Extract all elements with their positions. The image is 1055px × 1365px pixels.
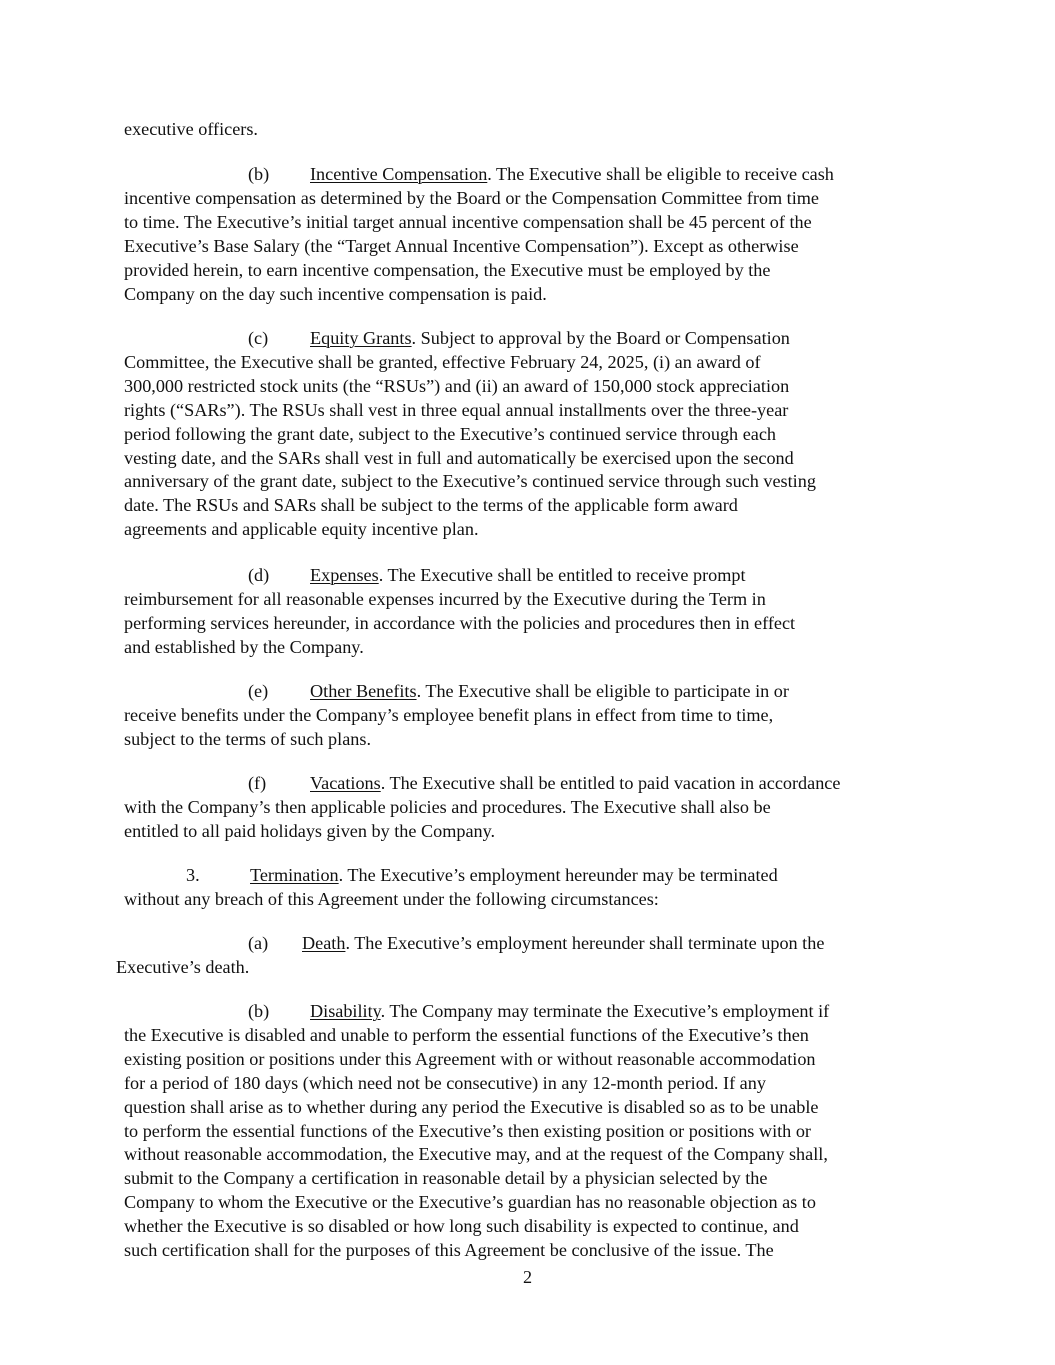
section-heading: Disability <box>310 1001 381 1021</box>
first-line-text: . The Executive’s employment hereunder may be terminated <box>338 865 778 885</box>
opening-line <box>124 118 924 142</box>
paragraph-line: Executive’s death. <box>116 956 250 977</box>
section-3-termination <box>124 864 924 912</box>
paragraph-line: performing services hereunder, in accordance with the policies and procedures then in effect <box>124 612 796 633</box>
paragraph-line: 300,000 restricted stock units (the “RSUs”) and (ii) an award of 150,000 stock appreciation <box>124 375 790 396</box>
paragraph-first-line <box>124 163 924 187</box>
section-label: (b) <box>248 1001 270 1021</box>
paragraph-line: question shall arise as to whether during any period the Executive is disabled so as to be unable <box>124 1096 819 1117</box>
paragraph-first-line <box>124 864 924 888</box>
section-heading: Vacations <box>310 773 381 793</box>
first-line-text: . Subject to approval by the Board or Compensation <box>411 328 790 348</box>
paragraph-first-line <box>124 1000 924 1024</box>
paragraph-first-line <box>124 680 924 704</box>
paragraph-line: to time. The Executive’s initial target annual incentive compensation shall be 45 percent of the <box>124 211 812 232</box>
paragraph-line: period following the grant date, subject to the Executive’s continued service through each <box>124 423 777 444</box>
paragraph-first-line <box>124 932 924 956</box>
section-heading: Expenses <box>310 565 379 585</box>
paragraph-line: provided herein, to earn incentive compensation, the Executive must be employed by the <box>124 259 771 280</box>
section-heading: Termination <box>250 865 339 885</box>
paragraph-line: submit to the Company a certification in reasonable detail by a physician selected by the <box>124 1168 768 1189</box>
paragraph-first-line <box>124 327 924 351</box>
section-label: (f) <box>248 773 267 793</box>
paragraph-line: Committee, the Executive shall be granted, effective February 24, 2025, (i) an award of <box>124 351 761 372</box>
section-3a-death <box>116 932 924 980</box>
paragraph-line: Executive’s Base Salary (the “Target Annual Incentive Compensation”). Except as otherwise <box>124 235 799 256</box>
section-label: (b) <box>248 164 270 184</box>
paragraph-line: to perform the essential functions of the Executive’s then existing position or positions with or <box>124 1120 811 1141</box>
first-line-text: . The Company may terminate the Executive’s employment if <box>380 1001 830 1021</box>
paragraph-line: Company on the day such incentive compensation is paid. <box>124 283 547 304</box>
section-2b-incentive-compensation <box>124 163 924 306</box>
section-heading: Equity Grants <box>310 328 412 348</box>
first-line-text: . The Executive’s employment hereunder shall terminate upon the <box>345 933 825 953</box>
section-heading: Other Benefits <box>310 681 417 701</box>
paragraph-line: whether the Executive is so disabled or how long such disability is expected to continue, and <box>124 1216 799 1237</box>
section-heading: Incentive Compensation <box>310 164 488 184</box>
section-heading: Death <box>302 933 346 953</box>
paragraph-line: anniversary of the grant date, subject to the Executive’s continued service through such vesting <box>124 471 816 492</box>
section-2c-equity-grants <box>124 327 924 542</box>
first-line-text: . The Executive shall be eligible to receive cash <box>487 164 834 184</box>
paragraph-first-line <box>124 772 924 796</box>
page-number: 2 <box>522 1267 533 1287</box>
paragraph-line: existing position or positions under this Agreement with or without reasonable accommodation <box>124 1048 816 1069</box>
paragraph-line: entitled to all paid holidays given by the Company. <box>124 820 496 841</box>
paragraph-line: without any breach of this Agreement under the following circumstances: <box>124 888 659 909</box>
paragraph-line: for a period of 180 days (which need not be consecutive) in any 12-month period. If any <box>124 1072 766 1093</box>
section-label: (a) <box>248 933 269 953</box>
paragraph-line: and established by the Company. <box>124 636 364 657</box>
paragraph-line: with the Company’s then applicable policies and procedures. The Executive shall also be <box>124 796 771 817</box>
section-3b-disability <box>124 1000 924 1263</box>
section-label: (e) <box>248 681 269 701</box>
paragraph-line: Company to whom the Executive or the Executive’s guardian has no reasonable objection as to <box>124 1192 816 1213</box>
paragraph-line: date. The RSUs and SARs shall be subject to the terms of the applicable form award <box>124 495 738 516</box>
first-line-text: . The Executive shall be eligible to participate in or <box>416 681 789 701</box>
first-line-text: . The Executive shall be entitled to receive prompt <box>378 565 746 585</box>
paragraph-line: receive benefits under the Company’s employee benefit plans in effect from time to time, <box>124 704 774 725</box>
first-line-text: . The Executive shall be entitled to paid vacation in accordance <box>380 773 841 793</box>
paragraph-line: rights (“SARs”). The RSUs shall vest in three equal annual installments over the three-year <box>124 399 789 420</box>
section-2f-vacations <box>124 772 924 844</box>
paragraph-line: vesting date, and the SARs shall vest in full and automatically be exercised upon the second <box>124 447 794 468</box>
paragraph-first-line <box>124 564 924 588</box>
section-2e-other-benefits <box>124 680 924 752</box>
paragraph-line: executive officers. <box>124 119 258 139</box>
section-label: (d) <box>248 565 270 585</box>
paragraph-line: agreements and applicable equity incentive plan. <box>124 519 479 540</box>
section-2d-expenses <box>124 564 924 660</box>
section-label: (c) <box>248 328 269 348</box>
paragraph-line: the Executive is disabled and unable to perform the essential functions of the Executive’s then <box>124 1024 809 1045</box>
paragraph-line: such certification shall for the purposes of this Agreement be conclusive of the issue. The <box>124 1240 774 1261</box>
paragraph-line: incentive compensation as determined by the Board or the Compensation Committee from time <box>124 187 819 208</box>
section-label: 3. <box>186 865 200 885</box>
paragraph-line: reimbursement for all reasonable expenses incurred by the Executive during the Term in <box>124 588 766 609</box>
paragraph-line: subject to the terms of such plans. <box>124 728 371 749</box>
paragraph-line: without reasonable accommodation, the Executive may, and at the request of the Company shall, <box>124 1144 828 1165</box>
